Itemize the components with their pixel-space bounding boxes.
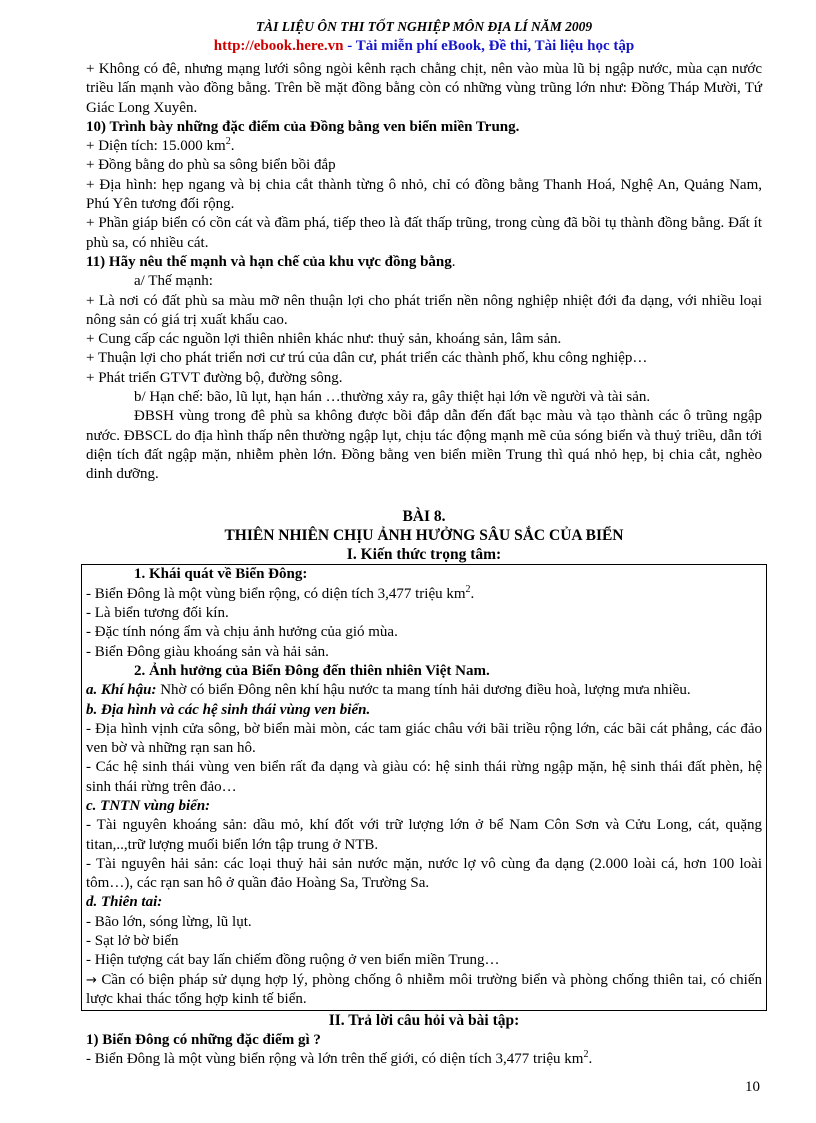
header-separator: -	[343, 38, 356, 54]
lesson-title: THIÊN NHIÊN CHỊU ẢNH HƯỞNG SÂU SẮC CỦA BIỂN	[224, 526, 624, 544]
box-b2: - Các hệ sinh thái vùng ven biển rất đa dạng và giàu có: hệ sinh thái rừng ngập mặn, hệ sinh thái đất phèn, hệ sinh thái rừng trên đảo…	[86, 759, 762, 795]
q10-area	[86, 137, 762, 156]
q1-line-1	[86, 1050, 762, 1069]
header-tagline[interactable]: Tải miễn phí eBook, Đề thi, Tài liệu học tập	[355, 38, 635, 54]
box-d3: - Hiện tượng cát bay lấn chiếm đồng ruộng ở ven biển miền Trung…	[86, 952, 500, 969]
q10-line-3: + Địa hình: hẹp ngang và bị chia cắt thành từng ô nhỏ, chỉ có đồng bằng Thanh Hoá, Nghệ An, Quảng Nam, Phú Yên tương đối rộng.	[86, 176, 762, 213]
q11-a: a/ Thế mạnh:	[134, 273, 213, 290]
box-d2: - Sạt lở bờ biển	[86, 933, 179, 950]
box-a-text: Nhờ có biển Đông nên khí hậu nước ta mang tính hải dương điều hoà, lượng mưa nhiều.	[156, 682, 691, 699]
q1-line-1-sup: 2	[583, 1048, 589, 1060]
q10-area-text: + Diện tích: 15.000 km	[86, 138, 226, 155]
box-s1-line-4: - Biển Đông giàu khoáng sản và hải sản.	[86, 643, 329, 660]
q11-b: b/ Hạn chế: bão, lũ lụt, hạn hán …thường xảy ra, gây thiệt hại lớn về người và tài sản.	[134, 389, 651, 406]
box-s1-line-1-text: - Biển Đông là một vùng biển rộng, có diện tích 3,477 triệu km	[86, 585, 466, 602]
q11-a1: + Là nơi có đất phù sa màu mỡ nên thuận lợi cho phát triển nền nông nghiệp nhiệt đới đa dạng, với nhiều loại nông sản có giá trị xuất khẩu cao.	[86, 292, 762, 328]
box-a-label: a. Khí hậu:	[86, 682, 157, 699]
q1-heading: 1) Biển Đông có những đặc điểm gì ?	[86, 1031, 321, 1048]
box-conclusion-text: Cần có biện pháp sử dụng hợp lý, phòng chống ô nhiễm môi trường biển và phòng chống thiên tai, có chiến lược khai thác tổng hợp kinh tế biển.	[86, 971, 762, 1007]
box-b1: - Địa hình vịnh cửa sông, bờ biển mài mòn, các tam giác châu với bãi triều rộng lớn, các bãi cát phẳng, các đảo ven bờ và những rạn san hô.	[86, 720, 762, 757]
q11-b1: ĐBSH vùng trong đê phù sa không được bồi đắp dẫn đến đất bạc màu và tạo thành các ô trũng ngập nước. ĐBSCL do địa hình thấp nên thường ngập lụt, chịu tác động mạnh mẽ của sóng biển và thuỷ triều, dẫn tới diện tích đất ngập mặn, nhiễm phèn lớn. Đồng bằng ven biển miền Trung thì quá nhỏ hẹp, bị chia cắt, nghèo dinh dưỡng.	[86, 408, 762, 483]
box-s1-line-3: - Đặc tính nóng ẩm và chịu ảnh hưởng của gió mùa.	[86, 624, 398, 641]
q10-area-sup: 2	[225, 136, 231, 148]
box-c-label: c. TNTN vùng biển:	[86, 797, 211, 814]
page-content	[86, 60, 762, 1069]
box-s2-heading: 2. Ảnh hưởng của Biển Đông đến thiên nhiên Việt Nam.	[134, 662, 490, 679]
part2-heading: II. Trả lời câu hỏi và bài tập:	[328, 1012, 520, 1030]
q11-heading-end: .	[451, 253, 456, 270]
box-d-label: d. Thiên tai:	[86, 894, 163, 911]
header-site-link[interactable]: http://ebook.here.vn	[213, 38, 344, 54]
box-s1-line-1-sup: 2	[465, 583, 471, 595]
q10-heading: 10) Trình bày những đặc điểm của Đồng bằng ven biển miền Trung.	[86, 118, 520, 135]
q10-line-4: + Phần giáp biển có cồn cát và đầm phá, tiếp theo là đất thấp trũng, trong cùng đã bồi tụ thành đồng bằng. Đất ít phù sa, có nhiều cát.	[86, 215, 762, 251]
q10-area-end: .	[230, 138, 235, 155]
q11-heading-text: 11) Hãy nêu thế mạnh và hạn chế của khu vực đồng bằng	[86, 253, 452, 270]
box-d1: - Bão lớn, sóng lừng, lũ lụt.	[86, 913, 252, 930]
box-c1: - Tài nguyên khoáng sản: dầu mỏ, khí đốt với trữ lượng lớn ở bể Nam Côn Sơn và Cửu Long, cát, quặng titan,..,trữ lượng muối biển lớn tập trung ở NTB.	[86, 817, 762, 853]
header-links	[86, 37, 762, 56]
q1-line-1-end: .	[588, 1050, 593, 1067]
intro-paragraph: + Không có đê, nhưng mạng lưới sông ngòi kênh rạch chằng chịt, nên vào mùa lũ bị ngập nước, mùa cạn nước triều lấn mạnh vào đồng bằng. Trên bề mặt đồng bằng còn có những vùng trũng lớn như: Đồng Tháp Mười, Tứ Giác Long Xuyên.	[86, 61, 762, 116]
lesson-number: BÀI 8.	[402, 507, 446, 525]
box-b-label: b. Địa hình và các hệ sinh thái vùng ven biển.	[86, 701, 371, 718]
box-s1-line-1	[86, 585, 762, 604]
q11-a4: + Phát triển GTVT đường bộ, đường sông.	[86, 369, 343, 386]
box-s1-heading: 1. Khái quát về Biển Đông:	[134, 566, 308, 583]
header-title: TÀI LIỆU ÔN THI TỐT NGHIỆP MÔN ĐỊA LÍ NĂM 2009	[255, 19, 593, 34]
q10-line-2: + Đồng bằng do phù sa sông biển bồi đắp	[86, 157, 336, 174]
box-conclusion	[86, 971, 762, 1010]
box-a	[86, 681, 762, 700]
part1-heading: I. Kiến thức trọng tâm:	[346, 546, 502, 564]
q11-heading	[86, 253, 762, 272]
q11-a2: + Cung cấp các nguồn lợi thiên nhiên khác như: thuỷ sản, khoáng sản, lâm sản.	[86, 331, 562, 348]
arrow-right-icon: →	[86, 972, 97, 988]
page-number: 10	[745, 1078, 760, 1095]
q1-line-1-text: - Biển Đông là một vùng biển rộng và lớn trên thế giới, có diện tích 3,477 triệu km	[86, 1050, 584, 1067]
box-s1-line-2: - Là biển tương đối kín.	[86, 605, 229, 622]
box-c2: - Tài nguyên hải sản: các loại thuỷ hải sản nước mặn, nước lợ vô cùng đa dạng (2.000 loài cá, hơn 100 loài tôm…), các rạn san hô ở quần đảo Hoàng Sa, Trường Sa.	[86, 855, 762, 892]
key-knowledge-box	[81, 564, 767, 1011]
q11-a3: + Thuận lợi cho phát triển nơi cư trú của dân cư, phát triển các thành phố, khu công nghiệp…	[86, 350, 648, 367]
box-s1-line-1-end: .	[470, 585, 475, 602]
